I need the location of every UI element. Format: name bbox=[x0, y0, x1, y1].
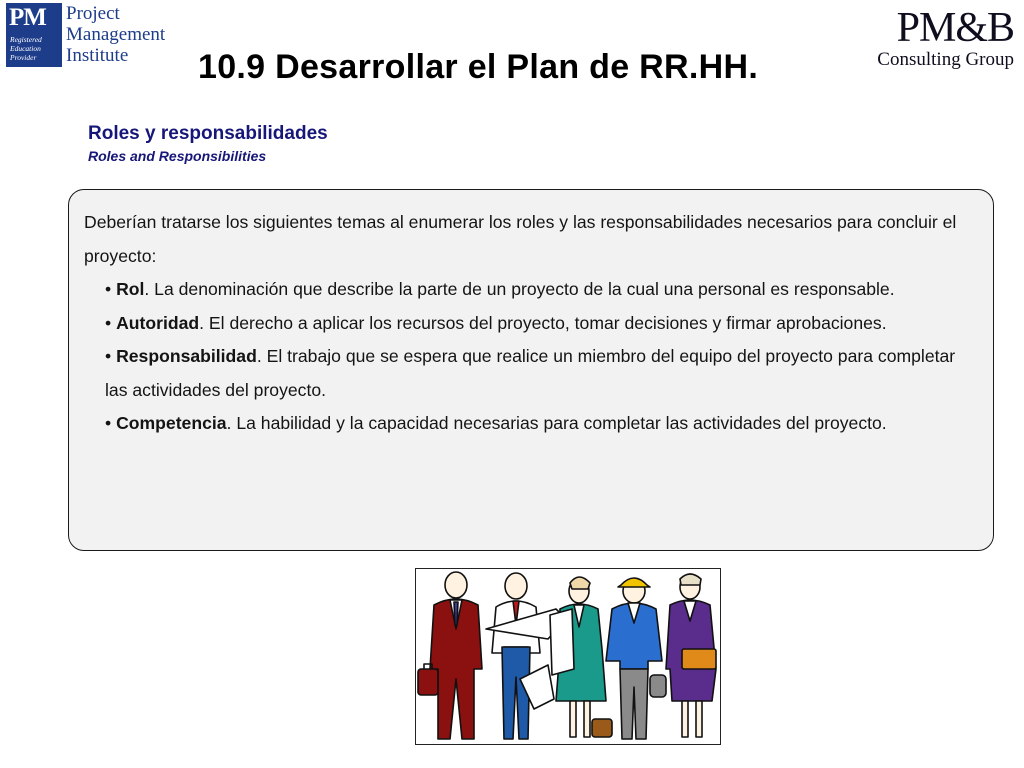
pmi-mark-line: Provider bbox=[10, 53, 37, 62]
bullet-term: Autoridad bbox=[116, 312, 200, 333]
bullet-text: . El trabajo que se espera que realice un miembro del equipo del proyecto para completar las actividades del proyecto. bbox=[105, 346, 956, 400]
worker-figure bbox=[418, 572, 482, 739]
pmi-mark-line: Education bbox=[10, 44, 41, 53]
bullet-item-rol bbox=[84, 273, 977, 307]
slide-title: 10.9 Desarrollar el Plan de RR.HH. bbox=[198, 48, 759, 86]
pmi-word: Institute bbox=[66, 45, 129, 66]
team-illustration bbox=[415, 568, 721, 745]
bullet-term: Responsabilidad bbox=[116, 346, 257, 366]
pmi-word: Project bbox=[66, 3, 120, 24]
pmi-mark-letters: PM bbox=[9, 4, 46, 31]
team-of-workers-icon bbox=[416, 569, 720, 744]
worker-figure bbox=[550, 577, 612, 737]
worker-figure bbox=[666, 574, 716, 737]
pmi-wordmark bbox=[66, 3, 165, 66]
content-box bbox=[68, 189, 994, 551]
bullet-term: Competencia bbox=[116, 413, 227, 433]
bullet-text: . La denominación que describe la parte de un proyecto de la cual una personal es responsable. bbox=[144, 279, 895, 299]
pmi-word: Management bbox=[66, 24, 166, 45]
bullet-char: • bbox=[105, 279, 112, 299]
bullet-text: . La habilidad y la capacidad necesarias para completar las actividades del proyecto. bbox=[226, 413, 887, 433]
pmi-mark-line: Registered bbox=[10, 35, 42, 44]
section-heading: Roles y responsabilidades bbox=[88, 123, 328, 144]
worker-figure bbox=[606, 578, 666, 739]
bullet-term: Rol bbox=[116, 279, 145, 299]
pmi-logo bbox=[6, 3, 166, 71]
bullet-char: • bbox=[105, 312, 112, 333]
bullet-item-autoridad bbox=[84, 307, 977, 341]
pmi-mark bbox=[6, 3, 62, 67]
pmb-logo-name: PM&B bbox=[896, 5, 1014, 51]
pmb-logo bbox=[864, 6, 1014, 72]
bullet-char: • bbox=[105, 413, 112, 433]
intro-text: Deberían tratarse los siguientes temas al enumerar los roles y las responsabilidades necesarios para concluir el proyecto: bbox=[84, 212, 957, 266]
section-subheading: Roles and Responsibilities bbox=[88, 148, 267, 164]
bullet-item-responsabilidad bbox=[84, 340, 977, 407]
bullet-char: • bbox=[105, 346, 112, 366]
bullet-text: . El derecho a aplicar los recursos del proyecto, tomar decisiones y firmar aprobaciones. bbox=[199, 312, 887, 333]
pmb-logo-tagline: Consulting Group bbox=[877, 49, 1014, 70]
bullet-item-competencia bbox=[84, 407, 977, 441]
